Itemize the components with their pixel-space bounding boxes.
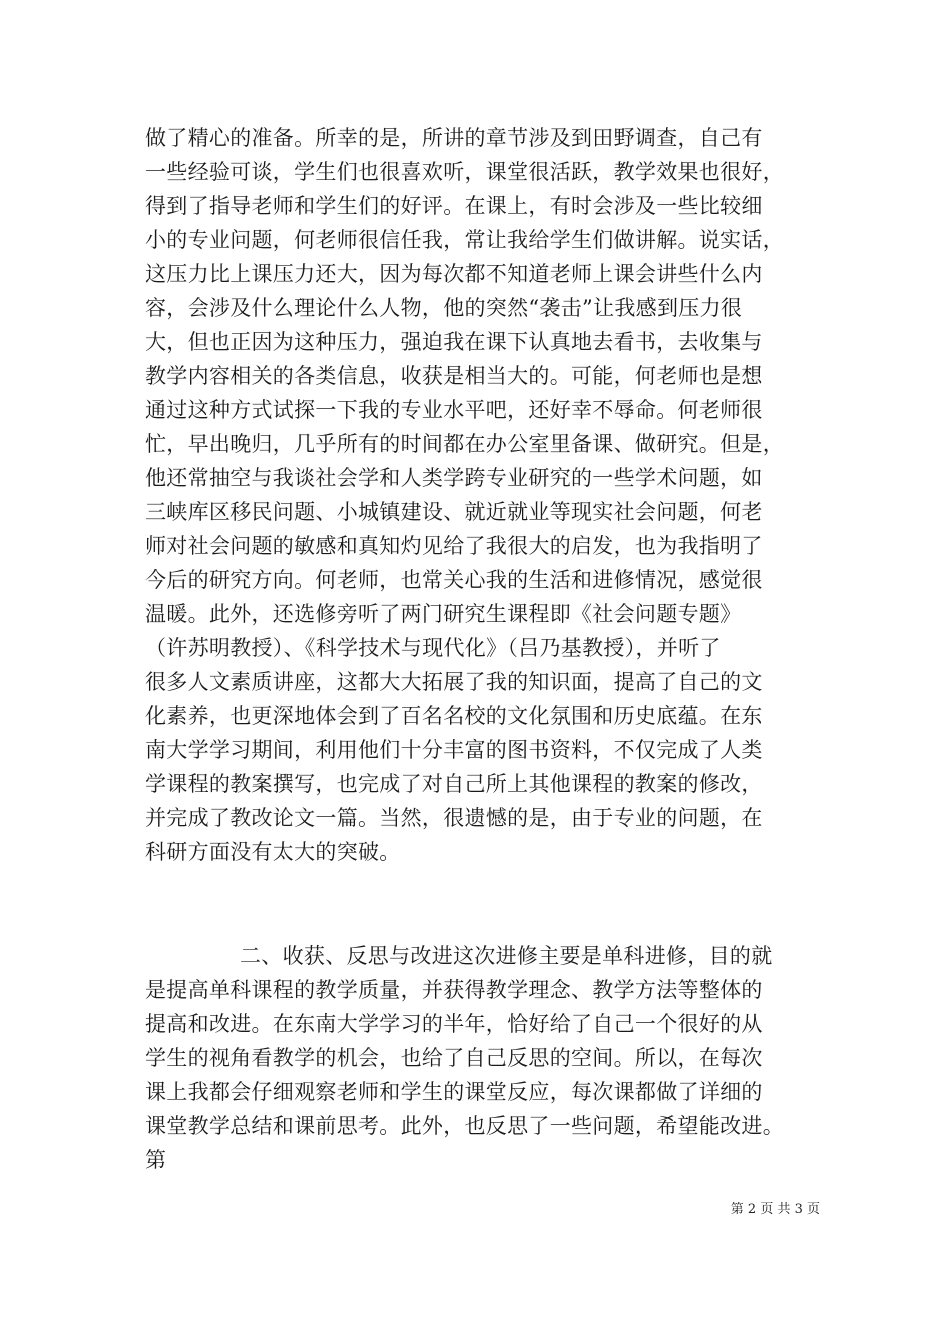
text-line: 课堂教学总结和课前思考。此外，也反思了一些问题，希望能改进。 xyxy=(145,1114,784,1138)
text-line: 大，但也正因为这种压力，强迫我在课下认真地去看书，去收集与 xyxy=(145,330,763,354)
text-line: 通过这种方式试探一下我的专业水平吧，还好幸不辱命。何老师很 xyxy=(145,398,763,422)
text-line: 很多人文素质讲座，这都大大拓展了我的知识面，提高了自己的文 xyxy=(145,670,763,694)
text-line: 是提高单科课程的教学质量，并获得教学理念、教学方法等整体的 xyxy=(145,978,763,1002)
text-line: 忙，早出晚归，几乎所有的时间都在办公室里备课、做研究。但是， xyxy=(145,432,784,456)
section-heading-line: 二、收获、反思与改进这次进修主要是单科进修，目的就 xyxy=(240,944,773,968)
text-line: 他还常抽空与我谈社会学和人类学跨专业研究的一些学术问题，如 xyxy=(145,466,763,490)
body-paragraph-1 xyxy=(145,121,815,869)
text-line: 学课程的教案撰写，也完成了对自己所上其他课程的教案的修改， xyxy=(145,772,763,796)
text-line: （许苏明教授）、《科学技术与现代化》（吕乃基教授），并听了 xyxy=(145,636,721,660)
text-line: 并完成了教改论文一篇。当然，很遗憾的是，由于专业的问题，在 xyxy=(145,806,763,830)
page-number-footer: 第 2 页 共 3 页 xyxy=(730,1202,820,1217)
text-line: 容，会涉及什么理论什么人物，他的突然“袭击”让我感到压力很 xyxy=(145,296,743,320)
text-line: 学生的视角看教学的机会，也给了自己反思的空间。所以，在每次 xyxy=(145,1046,763,1070)
text-line: 今后的研究方向。何老师，也常关心我的生活和进修情况，感觉很 xyxy=(145,568,763,592)
text-line: 一些经验可谈，学生们也很喜欢听，课堂很活跃，教学效果也很好， xyxy=(145,160,784,184)
text-line: 这压力比上课压力还大，因为每次都不知道老师上课会讲些什么内 xyxy=(145,262,763,286)
text-line: 做了精心的准备。所幸的是，所讲的章节涉及到田野调查，自己有 xyxy=(145,126,763,150)
text-line: 第 xyxy=(145,1148,167,1172)
text-line: 三峡库区移民问题、小城镇建设、就近就业等现实社会问题，何老 xyxy=(145,500,763,524)
text-line: 温暖。此外，还选修旁听了两门研究生课程即《社会问题专题》 xyxy=(145,602,742,626)
text-line: 提高和改进。在东南大学学习的半年，恰好给了自己一个很好的从 xyxy=(145,1012,763,1036)
text-line: 得到了指导老师和学生们的好评。在课上，有时会涉及一些比较细 xyxy=(145,194,763,218)
text-line: 科研方面没有太大的突破。 xyxy=(145,840,401,864)
text-line: 师对社会问题的敏感和真知灼见给了我很大的启发，也为我指明了 xyxy=(145,534,763,558)
text-line: 教学内容相关的各类信息，收获是相当大的。可能，何老师也是想 xyxy=(145,364,763,388)
body-paragraph-2 xyxy=(145,939,815,1177)
text-line: 化素养，也更深地体会到了百名名校的文化氛围和历史底蕴。在东 xyxy=(145,704,763,728)
text-line: 小的专业问题，何老师很信任我，常让我给学生们做讲解。说实话， xyxy=(145,228,784,252)
text-line: 南大学学习期间，利用他们十分丰富的图书资料，不仅完成了人类 xyxy=(145,738,763,762)
text-line: 课上我都会仔细观察老师和学生的课堂反应，每次课都做了详细的 xyxy=(145,1080,763,1104)
